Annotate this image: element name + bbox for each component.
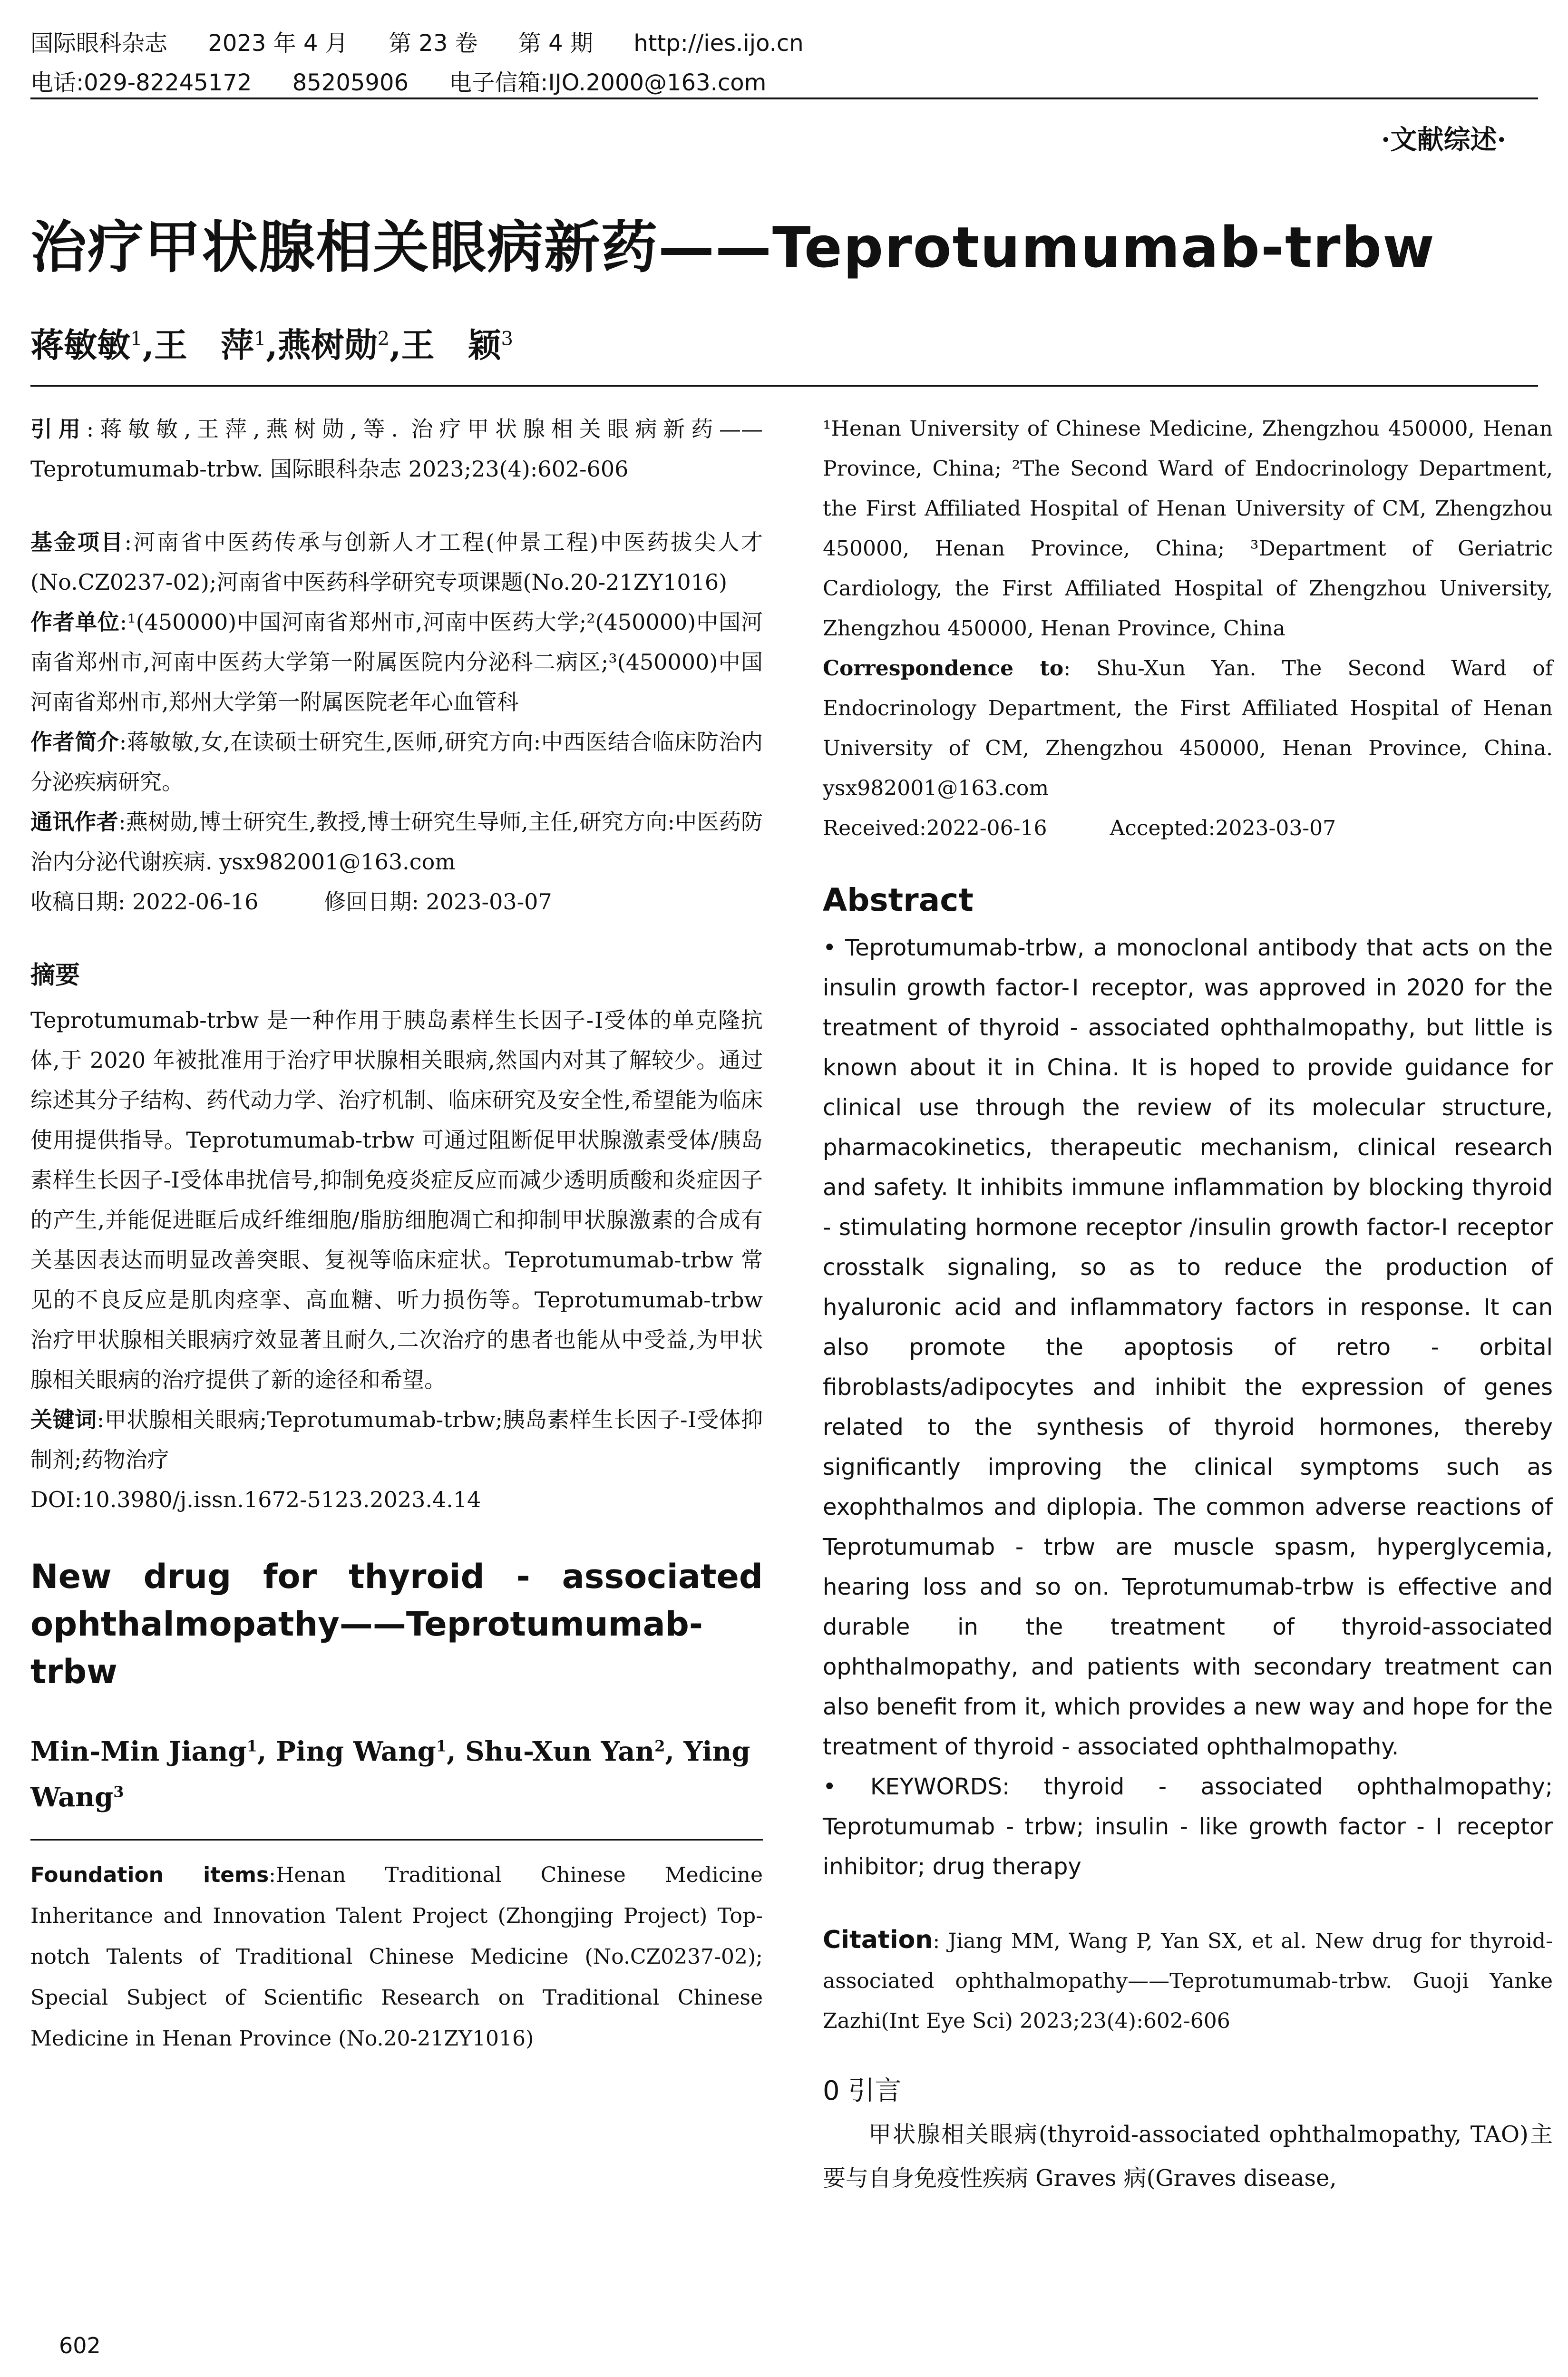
citation-cn: 引用:蒋敏敏,王萍,燕树勋,等. 治疗甲状腺相关眼病新药——Teprotumumab-trbw. 国际眼科杂志 2023;23(4):602-606 [30, 416, 763, 482]
issue-date: 2023 年 4 月 [208, 30, 348, 57]
abstract-en-heading: Abstract [823, 882, 974, 918]
foundation-rule [30, 1839, 763, 1841]
received-accepted: Received:2022-06-16 Accepted:2023-03-07 [823, 816, 1336, 840]
abstract-en: • Teprotumumab-trbw, a monoclonal antibody that acts on the insulin growth factor-Ⅰ receptor, was approved in 2020 for the treatment of thyroid - associated ophthalmopathy, but little is known about it in China. It is hoped to provide guidance for clinical use through the review of its molecular structure, pharmacokinetics, therapeutic mechanism, clinical research and safety. It inhibits immune inflammation by blocking thyroid - stimulating hormone receptor /insulin growth factor-Ⅰ receptor crosstalk signaling, so as to reduce the production of hyaluronic acid and inflammatory factors in response. It can also promote the apoptosis of retro - orbital fibroblasts/adipocytes and inhibit the expression of genes related to the synthesis of thyroid hormones, thereby significantly improving the clinical symptoms such as exophthalmos and diplopia. The common adverse reactions of Teprotumumab - trbw are muscle spasm, hyperglycemia, hearing loss and so on. Teprotumumab-trbw is effective and durable in the treatment of thyroid-associated ophthalmopathy, and patients with secondary treatment can also benefit from it, which provides a new way and hope for the treatment of thyroid - associated ophthalmopathy. [823, 935, 1553, 1760]
authors-en: Min-Min Jiang$^1$, Ping Wang$^1$, Shu-Xun Yan$^2$, Ying Wang$^3$ [30, 1736, 750, 1813]
section-tag: ·文献综述· [1381, 124, 1506, 156]
authors-cn: 蒋敏敏$^1$,王 萍$^1$,燕树勋$^2$,王 颖$^3$ [30, 325, 513, 365]
author-name: 蒋敏敏 [30, 325, 130, 365]
journal-url[interactable]: http://ies.ijo.cn [633, 30, 804, 57]
keywords-cn: 关键词:甲状腺相关眼病;Teprotumumab-trbw;胰岛素样生长因子-Ⅰ受体抑制剂;药物治疗 [30, 1407, 763, 1472]
header-rule [30, 97, 1538, 99]
article-title: 治疗甲状腺相关眼病新药——Teprotumumab-trbw [30, 214, 1436, 280]
article-title-en: New drug for thyroid - associated ophthalmopathy——Teprotumumab-trbw [30, 1557, 763, 1691]
dates-cn: 收稿日期: 2022-06-16 修回日期: 2023-03-07 [30, 889, 552, 915]
volume: 第 23 卷 [389, 30, 478, 57]
author-name: 王 萍 [154, 325, 254, 365]
journal-header-line2 [30, 64, 799, 97]
intro-heading: 0 引言 [823, 2075, 902, 2106]
keywords-en: • KEYWORDS: thyroid - associated ophthalmopathy; Teprotumumab - trbw; insulin - like growth factor - Ⅰ receptor inhibitor; drug therapy [823, 1773, 1553, 1880]
correspondence-en: Correspondence to: Shu-Xun Yan. The Second Ward of Endocrinology Department, the First Affiliated Hospital of Henan University of CM, Zhengzhou 450000, Henan Province, China. ysx982001@163.com [823, 656, 1553, 800]
author-units-cn: 作者单位:¹(450000)中国河南省郑州市,河南中医药大学;²(450000)中国河南省郑州市,河南中医药大学第一附属医院内分泌科二病区;³(450000)中国河南省郑州市,郑州大学第一附属医院老年心血管科 [30, 609, 763, 715]
author-name: 燕树勋 [277, 325, 378, 365]
journal-name: 国际眼科杂志 [30, 30, 168, 57]
abstract-cn: Teprotumumab-trbw 是一种作用于胰岛素样生长因子-Ⅰ受体的单克隆抗体,于 2020 年被批准用于治疗甲状腺相关眼病,然国内对其了解较少。通过综述其分子结构、药代动力学、治疗机制、临床研究及安全性,希望能为临床使用提供指导。Teprotumumab-trbw 可通过阻断促甲状腺激素受体/胰岛素样生长因子-Ⅰ受体串扰信号,抑制免疫炎症反应而减少透明质酸和炎症因子的产生,并能促进眶后成纤维细胞/脂肪细胞凋亡和抑制甲状腺激素的合成有关基因表达而明显改善突眼、复视等临床症状。Teprotumumab-trbw 常见的不良反应是肌肉痉挛、高血糖、听力损伤等。Teprotumumab-trbw 治疗甲状腺相关眼病疗效显著且耐久,二次治疗的患者也能从中受益,为甲状腺相关眼病的治疗提供了新的途径和希望。 [30, 1007, 763, 1393]
foundation-items-en: Foundation items:Henan Traditional Chinese Medicine Inheritance and Innovation Talent Project (Zhongjing Project) Top-notch Talents of Traditional Chinese Medicine (No.CZ0237-02); Special Subject of Scientific Research on Traditional Chinese Medicine in Henan Province (No.20-21ZY1016) [30, 1863, 763, 2051]
fund-items-cn: 基金项目:河南省中医药传承与创新人才工程(仲景工程)中医药拔尖人才(No.CZ0237-02);河南省中医药科学研究专项课题(No.20-21ZY1016) [30, 529, 763, 595]
author-bio-cn: 作者简介:蒋敏敏,女,在读硕士研究生,医师,研究方向:中西医结合临床防治内分泌疾病研究。 [30, 729, 763, 795]
author-name: 王 颖 [401, 325, 501, 365]
intro-text: 甲状腺相关眼病(thyroid-associated ophthalmopathy, TAO)主要与自身免疫性疾病 Graves 病(Graves disease, [823, 2121, 1553, 2192]
phone: 电话:029-82245172 [30, 69, 252, 96]
phone-2: 85205906 [292, 69, 409, 96]
issue: 第 4 期 [518, 30, 593, 57]
title-rule [30, 385, 1538, 387]
email[interactable]: 电子信箱:IJO.2000@163.com [449, 69, 767, 96]
journal-header-line1 [30, 25, 837, 58]
left-column [30, 409, 763, 2059]
abstract-cn-heading: 摘要 [30, 961, 80, 990]
affiliations-en: ¹Henan University of Chinese Medicine, Zhengzhou 450000, Henan Province, China; ²The Second Ward of Endocrinology Department, the First Affiliated Hospital of Henan University of CM, Zhengzhou 450000, Henan Province, China; ³Department of Geriatric Cardiology, the First Affiliated Hospital of Zhengzhou University, Zhengzhou 450000, Henan Province, China [823, 417, 1553, 641]
citation-en: Citation: Jiang MM, Wang P, Yan SX, et al. New drug for thyroid-associated ophthalmopathy——Teprotumumab-trbw. Guoji Yanke Zazhi(Int Eye Sci) 2023;23(4):602-606 [823, 1926, 1553, 2033]
doi: DOI:10.3980/j.issn.1672-5123.2023.4.14 [30, 1487, 481, 1512]
page-number: 602 [59, 2333, 101, 2358]
right-column [823, 409, 1553, 2200]
correspondence-cn: 通讯作者:燕树勋,博士研究生,教授,博士研究生导师,主任,研究方向:中医药防治内分泌代谢疾病. ysx982001@163.com [30, 809, 763, 875]
